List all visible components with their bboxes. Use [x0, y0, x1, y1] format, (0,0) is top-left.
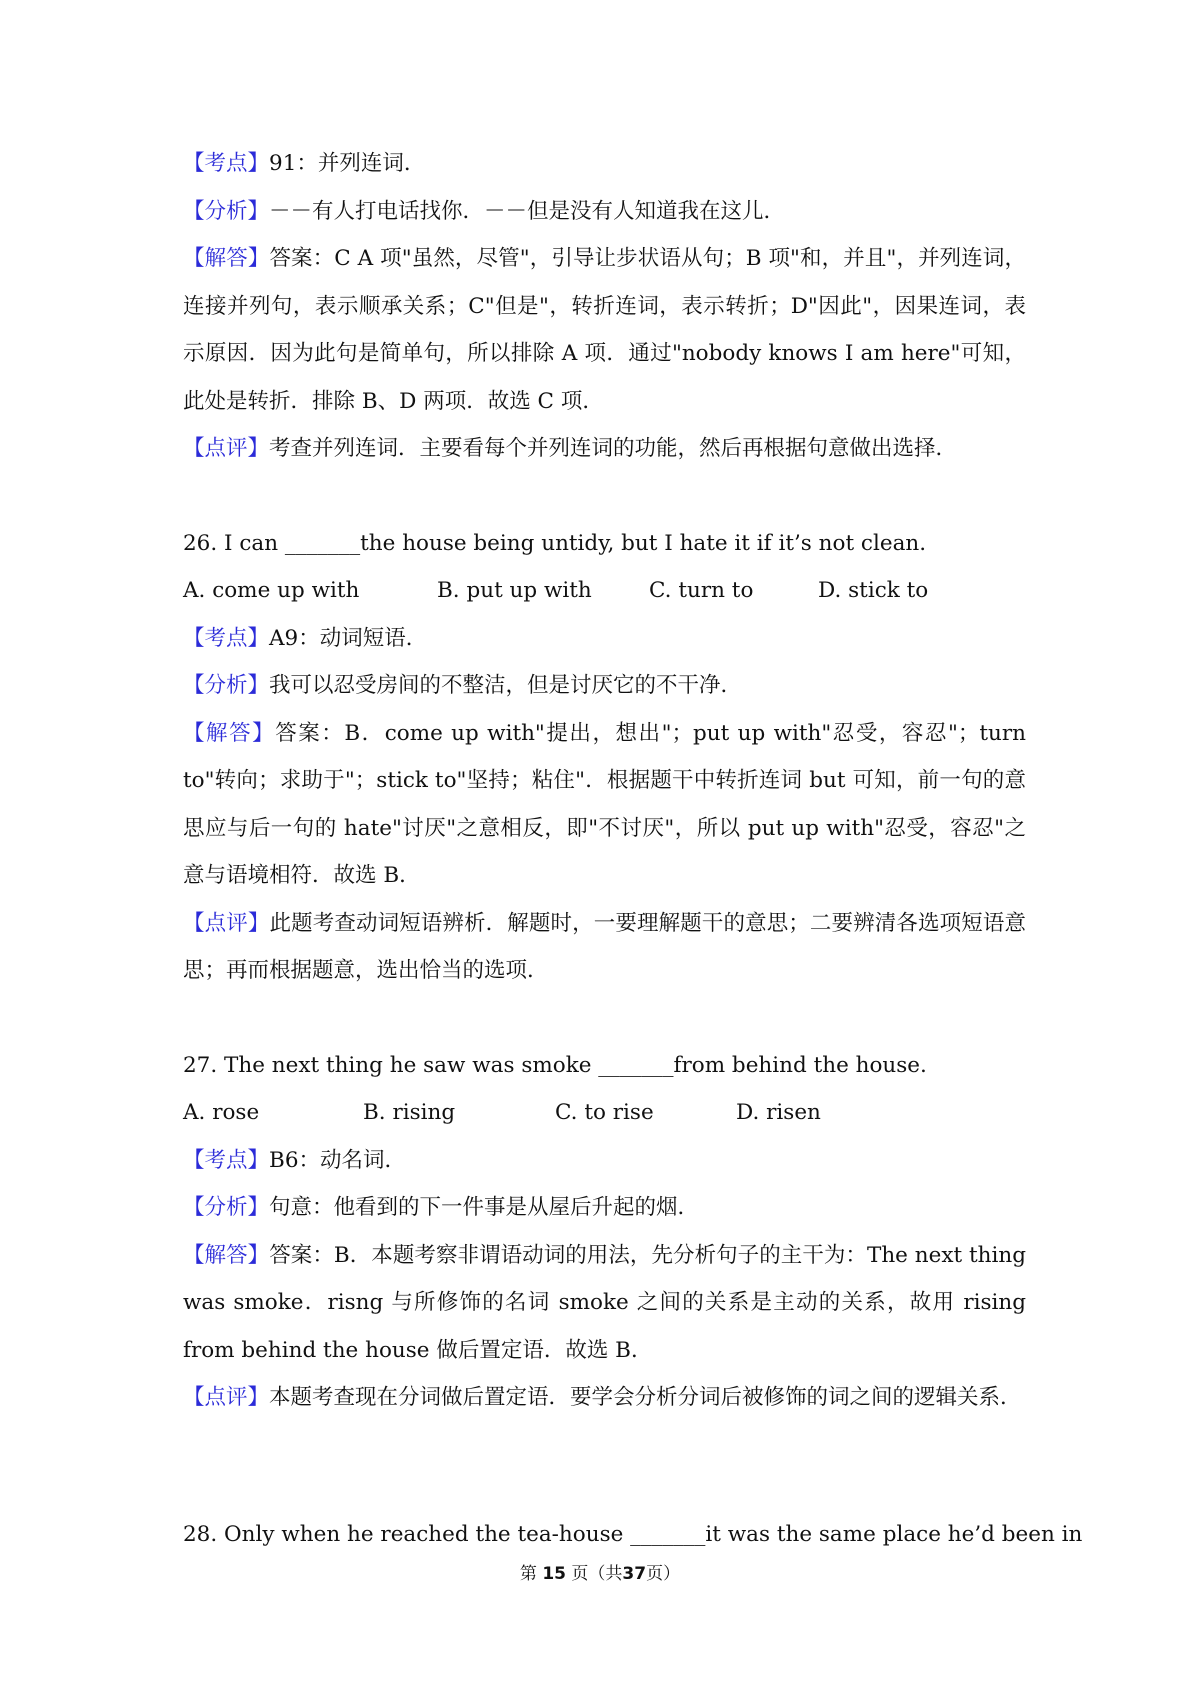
fenxi-line: [183, 662, 1026, 710]
fenxi-text: －－有人打电话找你．－－但是没有人知道我在这儿．: [269, 198, 786, 224]
dianping-text: 考查并列连词．主要看每个并列连词的功能，然后再根据句意做出选择．: [269, 436, 958, 461]
jieda-tag: 【解答】: [183, 246, 270, 271]
jieda-tag: 【解答】: [183, 1242, 270, 1268]
kaodian-text: 91：并列连词．: [269, 151, 426, 176]
footer-suffix: 页）: [646, 1564, 681, 1584]
jieda-text: 答案：B．come up with"提出，想出"；put up with"忍受，容忍"；turn to"转向；求助于"；stick to"坚持；粘住"．根据题干中转折连词 but 可知，前一句的意思应与后一句的 hate"讨厌"之意相反，即"不讨厌"，所以 put up with"忍受，容忍"之意与语境相符．故选 B．: [183, 720, 1026, 888]
jieda-tag: 【解答】: [183, 720, 276, 746]
jieda-paragraph: [183, 235, 1026, 425]
dianping-line: [183, 425, 1026, 473]
fenxi-tag: 【分析】: [183, 198, 270, 224]
fenxi-tag: 【分析】: [183, 673, 270, 698]
option-b: B. rising: [363, 1100, 456, 1125]
jieda-text: 答案：C A 项"虽然，尽管"，引导让步状语从句；B 项"和，并且"，并列连词，连接并列句，表示顺承关系；C"但是"，转折连词，表示转折；D"因此"，因果连词，表示原因．因为此句是简单句，所以排除 A 项．通过"nobody knows I am here"可知，此处是转折．排除 B、D 两项．故选 C 项．: [183, 246, 1026, 414]
question-26-stem: 26. I can _______the house being untidy, but I hate it if it’s not clean.: [183, 530, 927, 556]
dianping-text: 此题考查动词短语辨析．解题时，一要理解题干的意思；二要辨清各选项短语意思；再而根据题意，选出恰当的选项．: [183, 910, 1026, 983]
jieda-paragraph: [183, 1232, 1026, 1375]
document-body: [183, 140, 1026, 1422]
jieda-paragraph: [183, 710, 1026, 900]
jieda-text: 答案：B．本题考察非谓语动词的用法，先分析句子的主干为：The next thing was smoke．risng 与所修饰的名词 smoke 之间的关系是主动的关系，故用 rising from behind the house 做后置定语．故选 B．: [183, 1242, 1026, 1363]
option-b: B. put up with: [437, 578, 592, 603]
footer-mid: 页（共: [571, 1564, 623, 1584]
kaodian-tag: 【考点】: [183, 625, 270, 651]
kaodian-line: [183, 615, 1026, 663]
fenxi-line: [183, 1184, 1026, 1232]
dianping-paragraph: [183, 1374, 1026, 1422]
dianping-tag: 【点评】: [183, 436, 270, 461]
dianping-paragraph: [183, 900, 1026, 995]
option-c: C. turn to: [649, 578, 754, 603]
dianping-tag: 【点评】: [183, 1385, 270, 1410]
option-a: A. rose: [183, 1100, 260, 1125]
question-26-options: [183, 567, 1026, 615]
fenxi-text: 句意：他看到的下一件事是从屋后升起的烟．: [269, 1195, 700, 1220]
footer-prefix: 第: [519, 1564, 537, 1584]
kaodian-line: [183, 140, 1026, 188]
fenxi-tag: 【分析】: [183, 1195, 270, 1220]
fenxi-line: [183, 188, 1026, 236]
option-d: D. stick to: [818, 578, 929, 603]
option-a: A. come up with: [183, 578, 360, 603]
question-28-stem: 28. Only when he reached the tea-house _______it was the same place he’d been in: [183, 1522, 1083, 1547]
footer-total-pages: 37: [622, 1564, 647, 1584]
kaodian-text: B6：动名词．: [269, 1147, 406, 1173]
page-footer: [0, 1559, 1200, 1584]
footer-page-number: 15: [542, 1564, 566, 1584]
option-c: C. to rise: [555, 1100, 654, 1125]
kaodian-tag: 【考点】: [183, 151, 270, 176]
dianping-tag: 【点评】: [183, 910, 270, 936]
fenxi-text: 我可以忍受房间的不整洁，但是讨厌它的不干净．: [269, 673, 743, 698]
dianping-text: 本题考查现在分词做后置定语．要学会分析分词后被修饰的词之间的逻辑关系．: [269, 1385, 1022, 1410]
kaodian-tag: 【考点】: [183, 1147, 270, 1173]
kaodian-text: A9：动词短语．: [269, 625, 428, 651]
option-d: D. risen: [736, 1100, 821, 1125]
kaodian-line: [183, 1137, 1026, 1185]
question-27-options: [183, 1089, 1026, 1137]
question-27-stem: 27. The next thing he saw was smoke _______from behind the house.: [183, 1052, 927, 1078]
